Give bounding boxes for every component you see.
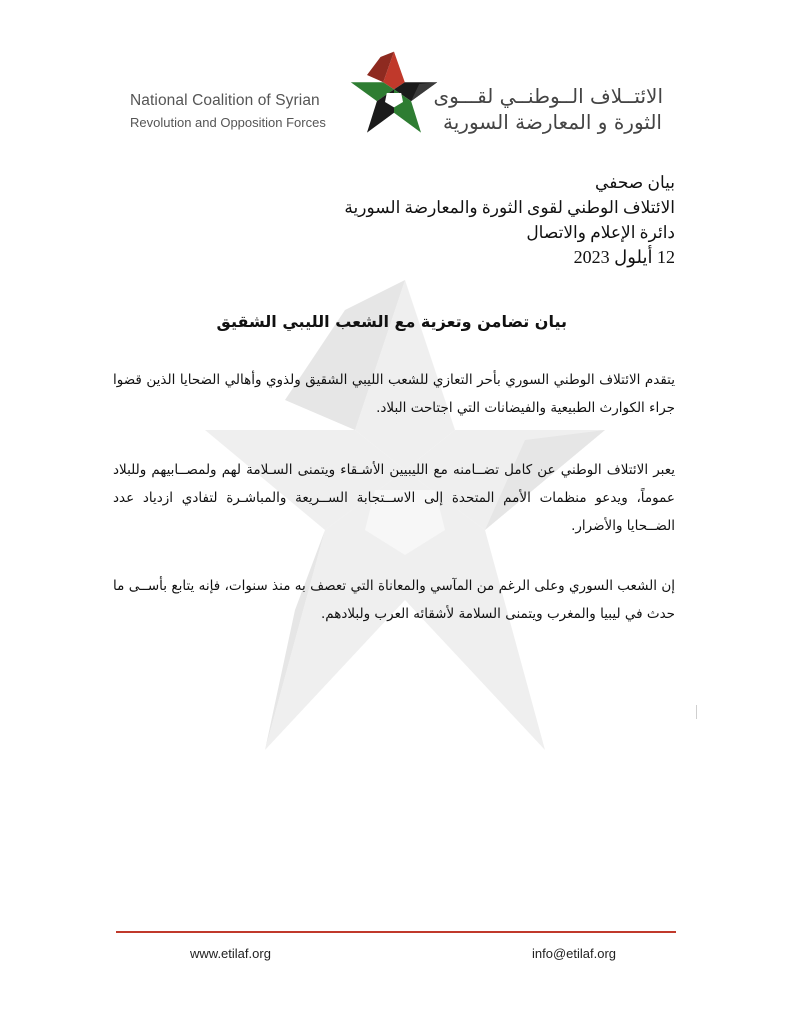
statement-type: بيان صحفي <box>595 173 675 192</box>
body-paragraph-2: يعبر الائتلاف الوطني عن كامل تضــامنه مع الليبيين الأشـقاء ويتمنى السـلامة لهم ولمصــابيهم وللبلاد عموماً، ويدعو منظمات الأمم المتحدة إلى الاســتجابة الســريعة والمباشـرة لتفادي ازدياد عدد الضــحايا والأضرار. <box>113 462 675 534</box>
body-paragraph-1: يتقدم الائتلاف الوطني السوري بأحر التعازي للشعب الليبي الشقيق ولذوي وأهالي الضحايا الذين قضوا جراء الكوارث الطبيعية والفيضانات التي اجتاحت البلاد. <box>113 372 675 416</box>
statement-issuer: الائتلاف الوطني لقوى الثورة والمعارضة السورية <box>344 198 675 217</box>
org-name-ar <box>433 84 663 134</box>
coalition-star-logo-icon <box>349 48 439 138</box>
statement-meta <box>275 170 675 270</box>
org-name-en-line1: National Coalition of Syrian <box>130 92 320 109</box>
footer-website-link[interactable]: www.etilaf.org <box>190 946 271 961</box>
footer-email-link[interactable]: info@etilaf.org <box>532 946 617 961</box>
org-name-ar-line1: الائتــلاف الــوطنــي لقـــوى <box>433 84 663 108</box>
statement-department: دائرة الإعلام والاتصال <box>526 223 675 242</box>
statement-date: 12 أيلول 2023 <box>573 247 675 267</box>
footer-rule <box>116 931 676 933</box>
letterhead <box>0 0 791 150</box>
statement-title: بيان تضامن وتعزية مع الشعب الليبي الشقيق <box>216 312 567 331</box>
org-name-en <box>130 92 350 130</box>
body-paragraph-3: إن الشعب السوري وعلى الرغم من المآسي والمعاناة التي تعصف به منذ سنوات، فإنه يتابع بأســى ما حدث في ليبيا والمغرب ويتمنى السلامة لأشقائه العرب ولبلادهم. <box>113 578 675 622</box>
text-cursor <box>696 705 697 719</box>
org-name-en-line2: Revolution and Opposition Forces <box>130 115 326 130</box>
org-name-ar-line2: الثورة و المعارضة السورية <box>443 110 662 134</box>
